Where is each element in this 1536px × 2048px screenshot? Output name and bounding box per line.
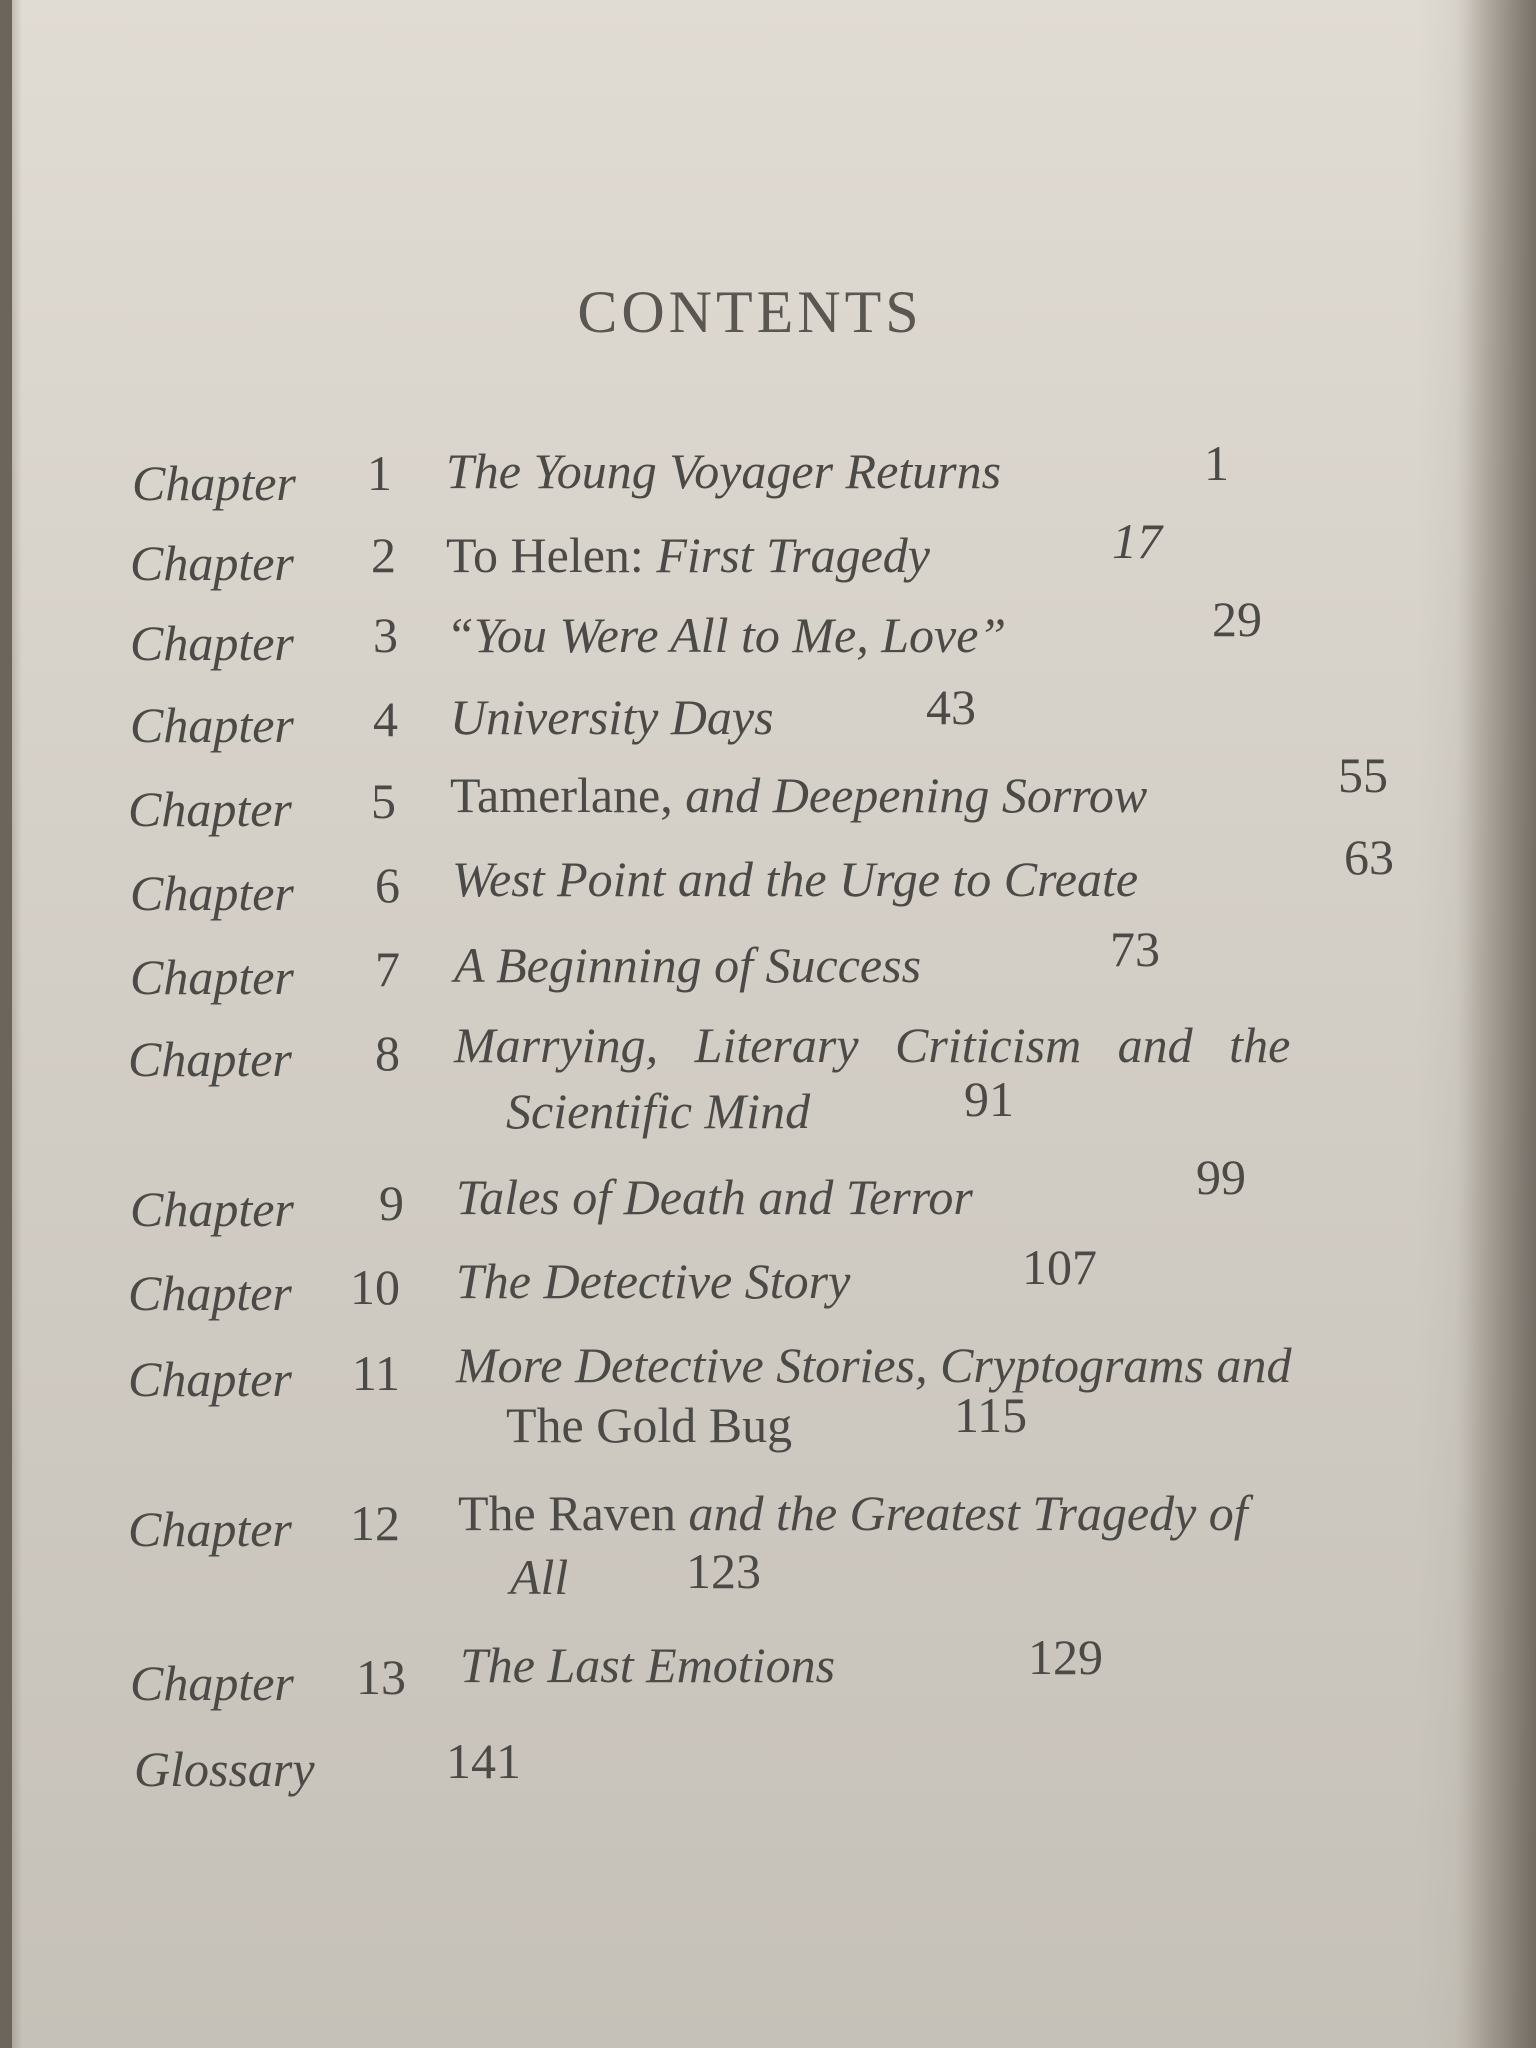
chapter-label: Chapter [130,615,294,671]
toc-entry-6 [0,829,1536,921]
chapter-number: 13 [356,1649,406,1705]
chapter-title: The Detective Story [456,1253,851,1309]
page-number: 129 [1028,1629,1103,1685]
chapter-title-continued: All [510,1549,569,1605]
chapter-label: Chapter [128,1265,292,1321]
chapter-title [458,1484,1248,1542]
chapter-title-roman: To Helen: [446,527,657,583]
page-number: 73 [1110,921,1160,977]
glossary-label: Glossary [134,1741,315,1797]
chapter-title-italic: and the Greatest Tragedy of [688,1485,1248,1541]
chapter-number: 4 [373,691,398,747]
chapter-label: Chapter [132,455,296,511]
chapter-number: 12 [350,1495,400,1551]
contents-heading: CONTENTS [577,279,923,345]
page-number: 55 [1338,747,1388,803]
chapter-label: Chapter [130,697,294,753]
page-number: 29 [1212,591,1262,647]
toc-entry-10 [0,1239,1536,1321]
toc-entry-1 [0,435,1536,511]
chapter-title-continued: The Gold Bug [506,1397,793,1453]
chapter-label: Chapter [128,1501,292,1557]
chapter-number: 3 [373,607,398,663]
chapter-number: 1 [367,445,392,501]
chapter-number: 7 [375,941,400,997]
chapter-label: Chapter [128,1351,292,1407]
chapter-title: “You Were All to Me, Love” [446,607,1007,663]
chapter-title: More Detective Stories, Cryptograms and [456,1337,1292,1393]
page-number: 63 [1344,829,1394,885]
toc-entry-8 [0,1016,1536,1146]
chapter-number: 8 [375,1025,400,1081]
chapter-title-roman: The Raven [458,1485,689,1541]
chapter-title [446,526,930,584]
toc-entry-5 [0,747,1536,837]
chapter-title: University Days [450,689,774,745]
chapter-title-continued: Scientific Mind [506,1083,811,1139]
page-number: 107 [1022,1239,1097,1295]
chapter-title-italic: and Deepening Sorrow [685,767,1148,823]
toc-entry-3 [0,591,1536,671]
page-number: 91 [964,1071,1014,1127]
toc-entry-7 [0,921,1536,1005]
chapter-title: Marrying, Literary Criticism and the [454,1017,1291,1073]
toc-entry-glossary [0,1733,1536,1797]
page-number: 1 [1204,435,1229,491]
toc-entry-2 [0,513,1536,591]
page-number: 115 [954,1387,1028,1443]
chapter-label: Chapter [130,949,294,1005]
page-number: 123 [686,1543,761,1599]
chapter-title: The Young Voyager Returns [446,443,1002,499]
page-number: 99 [1196,1149,1246,1205]
chapter-number: 9 [379,1175,404,1231]
chapter-number: 5 [371,773,396,829]
chapter-title-roman: Tamerlane, [450,767,686,823]
toc-entry-11 [0,1337,1536,1474]
chapter-number: 10 [350,1259,400,1315]
page-number: 43 [926,679,976,735]
chapter-title: Tales of Death and Terror [456,1169,973,1225]
chapter-label: Chapter [130,1655,294,1711]
chapter-label: Chapter [128,1031,292,1087]
chapter-number: 6 [375,857,400,913]
chapter-title [450,766,1147,824]
chapter-number: 2 [371,527,396,583]
chapter-label: Chapter [130,865,294,921]
chapter-title: The Last Emotions [460,1637,836,1693]
chapter-title: West Point and the Urge to Create [452,851,1139,907]
page-number: 141 [446,1733,521,1789]
chapter-label: Chapter [130,535,294,591]
chapter-title: A Beginning of Success [454,937,922,993]
chapter-title-italic: First Tragedy [656,527,930,583]
chapter-label: Chapter [130,1181,294,1237]
toc-entry-9 [0,1149,1536,1237]
toc-entry-4 [0,679,1536,753]
toc-entry-13 [0,1629,1536,1711]
page-number: 17 [1112,513,1162,569]
chapter-number: 11 [351,1345,400,1401]
toc-entry-12 [0,1485,1536,1624]
chapter-label: Chapter [128,781,292,837]
